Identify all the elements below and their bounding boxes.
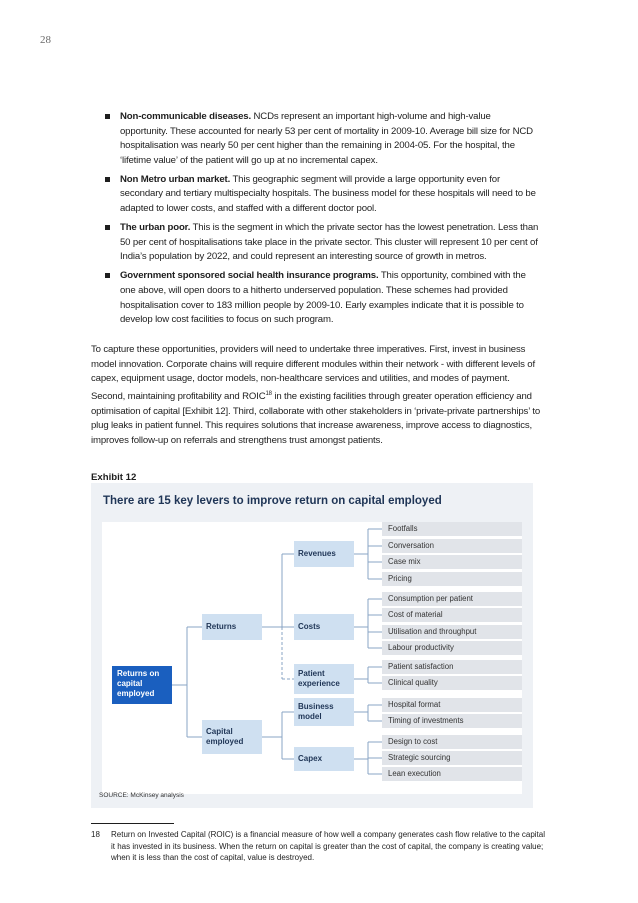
- lever-case-mix: Case mix: [382, 555, 522, 569]
- footnote-text: Return on Invested Capital (ROIC) is a financial measure of how well a company generates cash flow relative to the capital it has invested in its business. When the return on capital is greater than the cost of capital, the company is creating value; when it is less than the cost of capital, value is destroyed.: [111, 830, 545, 862]
- lever-consumption-per-patient: Consumption per patient: [382, 592, 522, 606]
- lever-clinical-quality: Clinical quality: [382, 676, 522, 690]
- lever-patient-satisfaction: Patient satisfaction: [382, 660, 522, 674]
- opportunity-list: [100, 110, 540, 332]
- lever-pricing: Pricing: [382, 572, 522, 586]
- lever-footfalls: Footfalls: [382, 522, 522, 536]
- bullet-square-icon: [105, 114, 110, 119]
- returns-node: Returns: [202, 614, 262, 640]
- source-note: SOURCE: McKinsey analysis: [99, 792, 184, 799]
- bullet-text: This geographic segment will provide a large opportunity even for secondary and tertiary multispecialty hospitals. The business model for these hospitals will need to be adapted to lower costs, and staffed with a different doctor pool.: [120, 173, 536, 215]
- lever-conversation: Conversation: [382, 539, 522, 553]
- bullet-title: Non-communicable diseases.: [120, 111, 251, 122]
- bullet-square-icon: [105, 177, 110, 182]
- footnote-number: 18: [91, 830, 100, 839]
- footnote-divider: [91, 823, 174, 824]
- capex-node: Capex: [294, 747, 354, 771]
- exhibit-label: Exhibit 12: [91, 472, 137, 483]
- body-paragraph: [91, 343, 541, 448]
- costs-node: Costs: [294, 614, 354, 640]
- lever-lean-execution: Lean execution: [382, 767, 522, 781]
- bullet-text: This is the segment in which the private sector has the lowest penetration. Less than 50 per cent of hospitalisations take place in the private sector. This cluster will represent 10 per cent of India’s population by 2022, and could represent an interesting source of growth in metros.: [120, 222, 539, 263]
- capital-employed-node: Capital employed: [202, 720, 262, 754]
- bullet-text: NCDs represent an important high-volume and high-value opportunity. These accounted for nearly 53 per cent of mortality in 2009-10. Average bill size for NCD hospitalisation was nearly 50 per cent higher than the remaining in 2004-05. For the hospital, the ‘lifetime value’ of the patient will go up at no incremental capex.: [120, 111, 533, 166]
- bullet-title: Non Metro urban market.: [120, 173, 231, 185]
- footnote: [91, 829, 546, 864]
- lever-strategic-sourcing: Strategic sourcing: [382, 751, 522, 765]
- root-node: Returns on capital employed: [112, 666, 172, 704]
- bullet-square-icon: [105, 225, 110, 230]
- list-item: [100, 221, 540, 265]
- lever-hospital-format: Hospital format: [382, 698, 522, 712]
- paragraph-text-before: To capture these opportunities, providers will need to undertake three imperatives. First, invest in business model innovation. Corporate chains will require different modules within their network - with different levels of capex, equipment usage, doctor models, non-healthcare services and utilities, and modes of payment. Second, maintaining profitability and ROIC: [91, 344, 535, 402]
- bullet-text: This opportunity, combined with the one above, will open doors to a hitherto underserved population. These schemes had provided hospitalisation cover to 183 million people by 2009-10. Early examples indicate that it is possible to develop low cost facilities to focus on such program.: [120, 270, 526, 326]
- bullet-title: The urban poor.: [120, 222, 191, 234]
- revenues-node: Revenues: [294, 541, 354, 567]
- lever-cost-of-material: Cost of material: [382, 608, 522, 622]
- exhibit-title: There are 15 key levers to improve return on capital employed: [103, 495, 442, 507]
- bullet-title: Government sponsored social health insurance programs.: [120, 270, 379, 282]
- list-item: [100, 269, 540, 327]
- exhibit-panel: [91, 483, 533, 808]
- footnote-reference[interactable]: 18: [265, 390, 272, 397]
- patient-experience-node: Patient experience: [294, 664, 354, 694]
- lever-design-to-cost: Design to cost: [382, 735, 522, 749]
- page-number: 28: [40, 34, 51, 46]
- business-model-node: Business model: [294, 698, 354, 726]
- bullet-square-icon: [105, 273, 110, 278]
- list-item: [100, 110, 540, 168]
- lever-utilisation: Utilisation and throughput: [382, 625, 522, 639]
- lever-labour-productivity: Labour productivity: [382, 641, 522, 655]
- paragraph-text-after: in the existing facilities through greater operation efficiency and optimisation of capital [Exhibit 12]. Third, collaborate with other stakeholders in ‘private-private partnerships’ to plug leaks in patient funnel. This requires solutions that increase awareness, improve access to diagnostics, improves follow-up on referrals and strengthens trust amongst patients.: [91, 390, 541, 446]
- lever-timing-of-investments: Timing of investments: [382, 714, 522, 728]
- lever-tree: [102, 522, 522, 794]
- list-item: [100, 173, 540, 217]
